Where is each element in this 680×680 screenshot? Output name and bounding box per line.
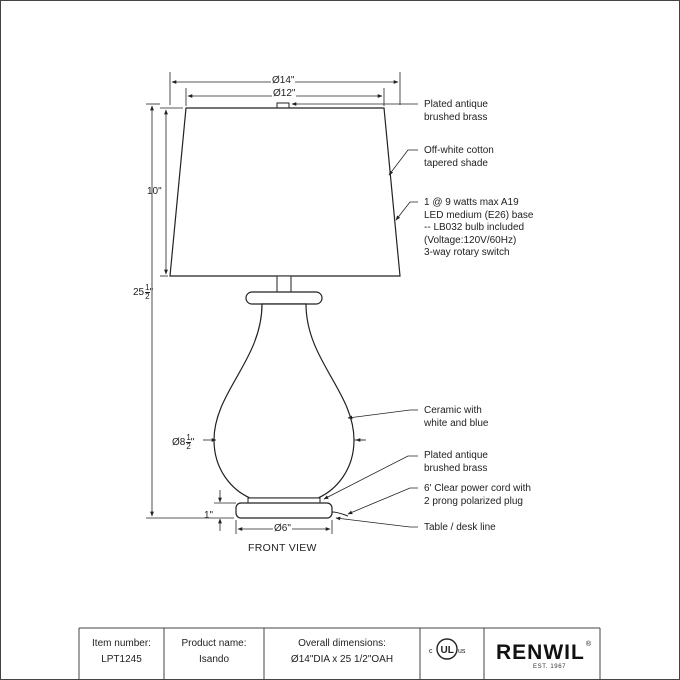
- product-name-label: Product name:: [181, 638, 247, 649]
- dim-label-total-height: [133, 284, 153, 301]
- callout-line: 1 @ 9 watts max A19: [424, 197, 519, 208]
- lamp-base: [236, 503, 332, 518]
- brass-ring: [248, 498, 320, 503]
- callout-line: brushed brass: [424, 111, 488, 123]
- callout-bulb: [424, 197, 534, 260]
- callout-top-cap-finish: [424, 99, 488, 124]
- callout-line: tapered shade: [424, 157, 488, 169]
- svg-text:us: us: [458, 648, 466, 655]
- leader-ceramic: [348, 410, 418, 418]
- frac-numerator: 1: [145, 283, 150, 292]
- callout-line: white and blue: [424, 417, 489, 429]
- lamp-shade: [170, 108, 400, 276]
- power-cord: [332, 512, 348, 516]
- callout-line: 6' Clear power cord with: [424, 483, 531, 494]
- dim-label-shade-top: Ø12": [273, 88, 296, 99]
- callout-ceramic: [424, 405, 489, 430]
- callout-power-cord: [424, 483, 531, 508]
- callout-line: Plated antique: [424, 450, 488, 461]
- dim-body-prefix: Ø8: [172, 437, 186, 449]
- callout-line: 2 prong polarized plug: [424, 495, 523, 507]
- svg-text:UL: UL: [440, 645, 454, 656]
- overall-dimensions-label: Overall dimensions:: [298, 638, 386, 649]
- frac-denominator: 2: [186, 442, 191, 451]
- product-name-cell: [164, 628, 264, 680]
- lamp-neck: [277, 276, 291, 292]
- svg-text:c: c: [429, 648, 433, 655]
- leader-cord: [348, 488, 418, 514]
- callout-line: -- LB032 bulb included: [424, 222, 525, 233]
- ceramic-body: [214, 304, 354, 498]
- registered-mark: ®: [585, 641, 592, 648]
- frac-denominator: 2: [145, 292, 150, 301]
- dim-label-base-dia: Ø6": [274, 523, 291, 534]
- page-border: [1, 1, 680, 680]
- callout-line: Plated antique: [424, 99, 488, 110]
- lamp-collar: [246, 292, 322, 304]
- callout-base-finish: [424, 450, 488, 475]
- item-number-value: LPT1245: [101, 654, 142, 665]
- brand-name: RENWIL: [496, 641, 585, 664]
- callout-line: 3-way rotary switch: [424, 247, 510, 258]
- callout-line: brushed brass: [424, 462, 488, 474]
- ul-certification-icon: [428, 636, 466, 662]
- callout-line: LED medium (E26) base: [424, 209, 534, 221]
- dim-label-shade-height: 10": [147, 186, 162, 197]
- frac-numerator: 1: [186, 433, 191, 442]
- callout-table-line: [424, 522, 496, 535]
- product-name-value: Isando: [198, 654, 230, 665]
- dim-label-body-dia: [172, 434, 194, 451]
- view-label: FRONT VIEW: [248, 542, 317, 554]
- dim-total-whole: 25: [133, 287, 145, 299]
- brand-logo: [496, 641, 592, 665]
- brand-established: EST. 1967: [533, 664, 567, 670]
- callout-line: Table / desk line: [424, 522, 496, 533]
- leader-table-line: [336, 518, 418, 527]
- dim-label-shade-bottom: Ø14": [272, 75, 295, 86]
- dim-body-unit: ": [190, 437, 195, 449]
- item-number-label: Item number:: [92, 638, 151, 649]
- dim-label-base-height: 1": [204, 510, 214, 521]
- leader-shade: [389, 150, 418, 175]
- dim-total-unit: ": [149, 287, 154, 299]
- leader-bulb: [396, 202, 418, 220]
- overall-dimensions-value: Ø14"DIA x 25 1/2"OAH: [290, 654, 394, 665]
- shade-top-cap: [277, 103, 289, 108]
- callout-line: (Voltage:120V/60Hz): [424, 234, 517, 246]
- callout-line: Ceramic with: [424, 405, 482, 416]
- overall-dimensions-cell: [264, 628, 420, 680]
- callout-shade: [424, 145, 494, 170]
- item-number-cell: [79, 628, 164, 680]
- callout-line: Off-white cotton: [424, 145, 494, 156]
